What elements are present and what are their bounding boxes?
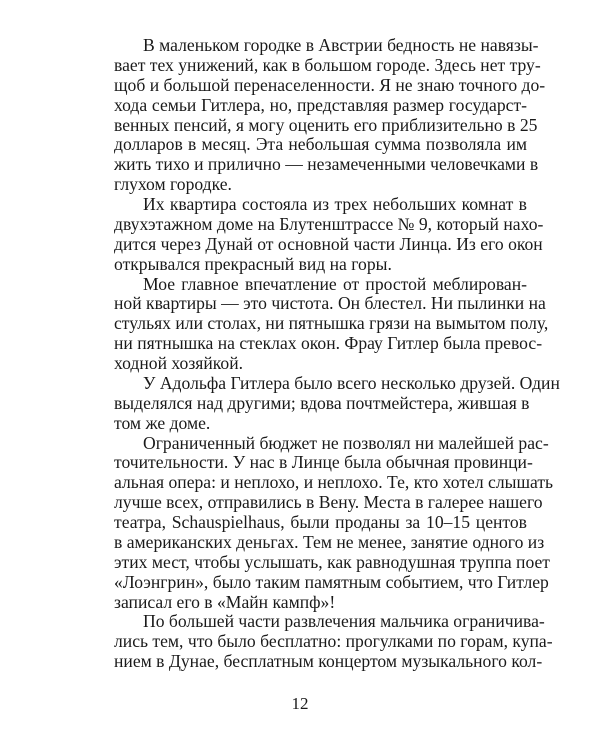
text-line: Ограниченный бюджет не позволял ни малейшей рас- (143, 432, 549, 453)
text-line: жить тихо и прилично — незамеченными человечками в (114, 154, 539, 175)
text-line: Мое главное впечатление от простой меблирован- (143, 273, 527, 294)
text-line: ходной хозяйкой. (114, 353, 244, 373)
text-line: Их квартира состояла из трех небольших комнат в (143, 194, 527, 214)
text-line: ни пятнышка на стеклах окон. Фрау Гитлер была превос- (114, 333, 543, 354)
text-line: лись тем, что было бесплатно: прогулками по горам, купа- (114, 631, 553, 652)
text-line: нием в Дунае, бесплатным концертом музыкального кол- (114, 651, 543, 672)
text-line: том же доме. (114, 412, 211, 433)
text-line: ной квартиры — это чистота. Он блестел. Ни пылинки на (114, 293, 546, 314)
text-line: выделялся над другими; вдова почтмейстера, жившая в (114, 392, 530, 413)
page-number: 12 (291, 694, 309, 713)
text-line: лучше всех, отправились в Вену. Места в галерее нашего (114, 492, 543, 513)
text-line: записал его в «Майн кампф»! (114, 591, 336, 612)
text-line: театра, Schauspielhaus, были проданы за 10–15 центов (114, 512, 527, 532)
text-line: двухэтажном доме на Блутенштрассе № 9, который нахо- (114, 213, 544, 234)
text-line: В маленьком городке в Австрии бедность не навязы- (143, 35, 539, 55)
text-line: стульях или столах, ни пятнышка грязи на вымытом полу, (114, 313, 549, 334)
text-line: вает тех унижений, как в большом городе. Здесь нет тру- (114, 54, 541, 75)
text-line: точительности. У нас в Линце была обычная провинци- (114, 452, 533, 473)
text-line: долларов в месяц. Эта небольшая сумма позволяла им (114, 134, 527, 155)
text-line: хода семьи Гитлера, но, представляя размер государст- (114, 94, 527, 115)
text-line: глухом городке. (114, 174, 232, 195)
text-line: У Адольфа Гитлера было всего несколько друзей. Один (143, 372, 560, 393)
text-line: «Лоэнгрин», было таким памятным событием, что Гитлер (114, 571, 549, 592)
text-line: этих мест, чтобы услышать, как равнодушная труппа поет (114, 551, 550, 572)
text-line: в американских деньгах. Тем не менее, занятие одного из (114, 531, 545, 552)
text-line: дится через Дунай от основной части Линца. Из его окон (114, 233, 543, 254)
text-line: По большей части развлечения мальчика ограничива- (143, 611, 545, 632)
text-line: венных пенсий, я могу оценить его приблизительно в 25 (114, 114, 538, 135)
text-line: альная опера: и неплохо, и неплохо. Те, кто хотел слышать (114, 472, 554, 493)
text-line: открывался прекрасный вид на горы. (114, 253, 392, 274)
text-line: щоб и большой перенаселенности. Я не знаю точного до- (114, 74, 546, 95)
